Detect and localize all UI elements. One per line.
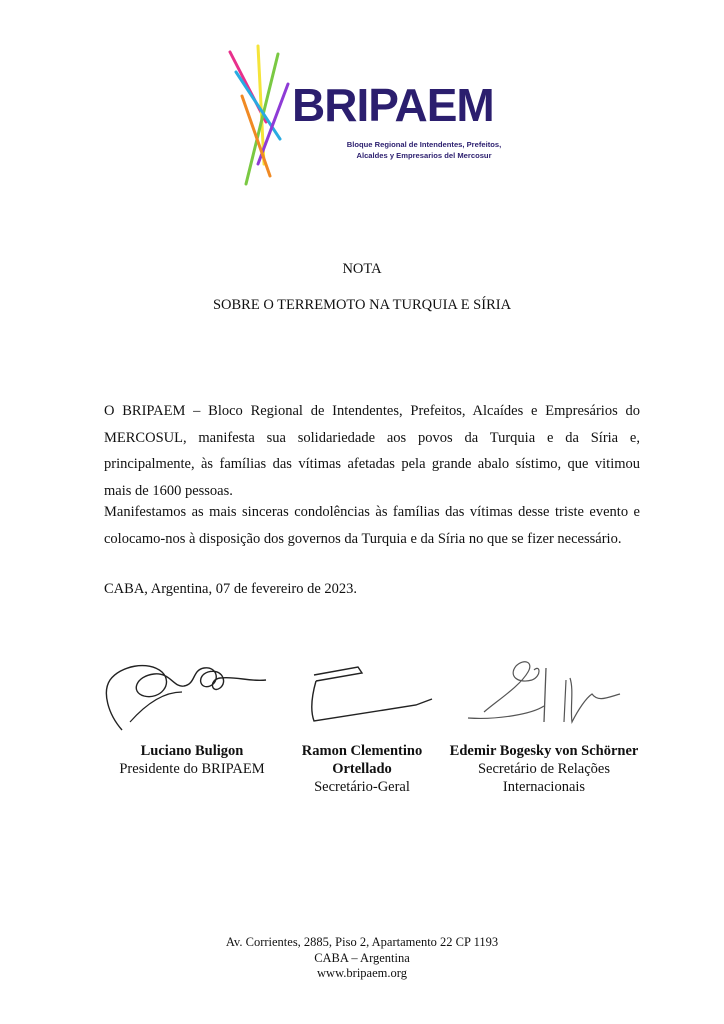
signatory-name: Edemir Bogesky von Schörner: [449, 743, 639, 759]
signatory-name: Ramon Clementino: [301, 743, 423, 759]
place-date: CABA, Argentina, 07 de fevereiro de 2023.: [104, 581, 358, 597]
signature-block-secretary-general: [290, 742, 434, 796]
footer-address: Av. Corrientes, 2885, Piso 2, Apartamento 22 CP 1193: [225, 935, 499, 949]
signature-block-president: [108, 742, 276, 778]
footer-website: www.bripaem.org: [317, 966, 407, 980]
signature-luciano-icon: [100, 652, 270, 737]
page-footer: [0, 935, 724, 982]
signatory-title: Secretário-Geral: [314, 779, 410, 795]
signatory-title: Presidente do BRIPAEM: [119, 761, 265, 777]
footer-city: CABA – Argentina: [314, 950, 410, 965]
logo-subtitle-line: Bloque Regional de Intendentes, Prefeitos,: [346, 140, 502, 149]
bripaem-logo: [228, 44, 518, 194]
logo-wordmark: BRIPAEM: [292, 79, 494, 131]
body-paragraph: O BRIPAEM – Bloco Regional de Intendentes, Prefeitos, Alcaídes e Empresários do MERCOSUL, manifesta sua solidariedade aos povos da Turquia e da Síria e, principalmente, às famílias das vítimas afetadas pela grande abalo sístimo, que vitimou mais de 1600 pessoas.: [104, 403, 640, 499]
body-paragraph: Manifestamos as mais sinceras condolências às famílias das vítimas desse triste evento e colocamo-nos à disposição dos governos da Turquia e da Síria no que se fizer necessário.: [104, 504, 640, 547]
logo-subtitle-line: Alcaldes y Empresarios del Mercosur: [356, 151, 492, 160]
signature-ramon-icon: [296, 655, 436, 735]
signatory-name: Ortellado: [332, 761, 392, 777]
signatory-name: Luciano Buligon: [140, 743, 244, 759]
logo-stripes-icon: [228, 44, 298, 194]
document-subtitle: SOBRE O TERREMOTO NA TURQUIA E SÍRIA: [212, 297, 512, 313]
signature-edemir-icon: [458, 650, 628, 730]
signatory-title: Secretário de Relações: [477, 761, 611, 777]
document-title: NOTA: [342, 261, 382, 277]
signature-block-international-secretary: [444, 742, 644, 796]
logo-subtitle: [324, 139, 524, 161]
signatory-title: Internacionais: [502, 779, 586, 795]
